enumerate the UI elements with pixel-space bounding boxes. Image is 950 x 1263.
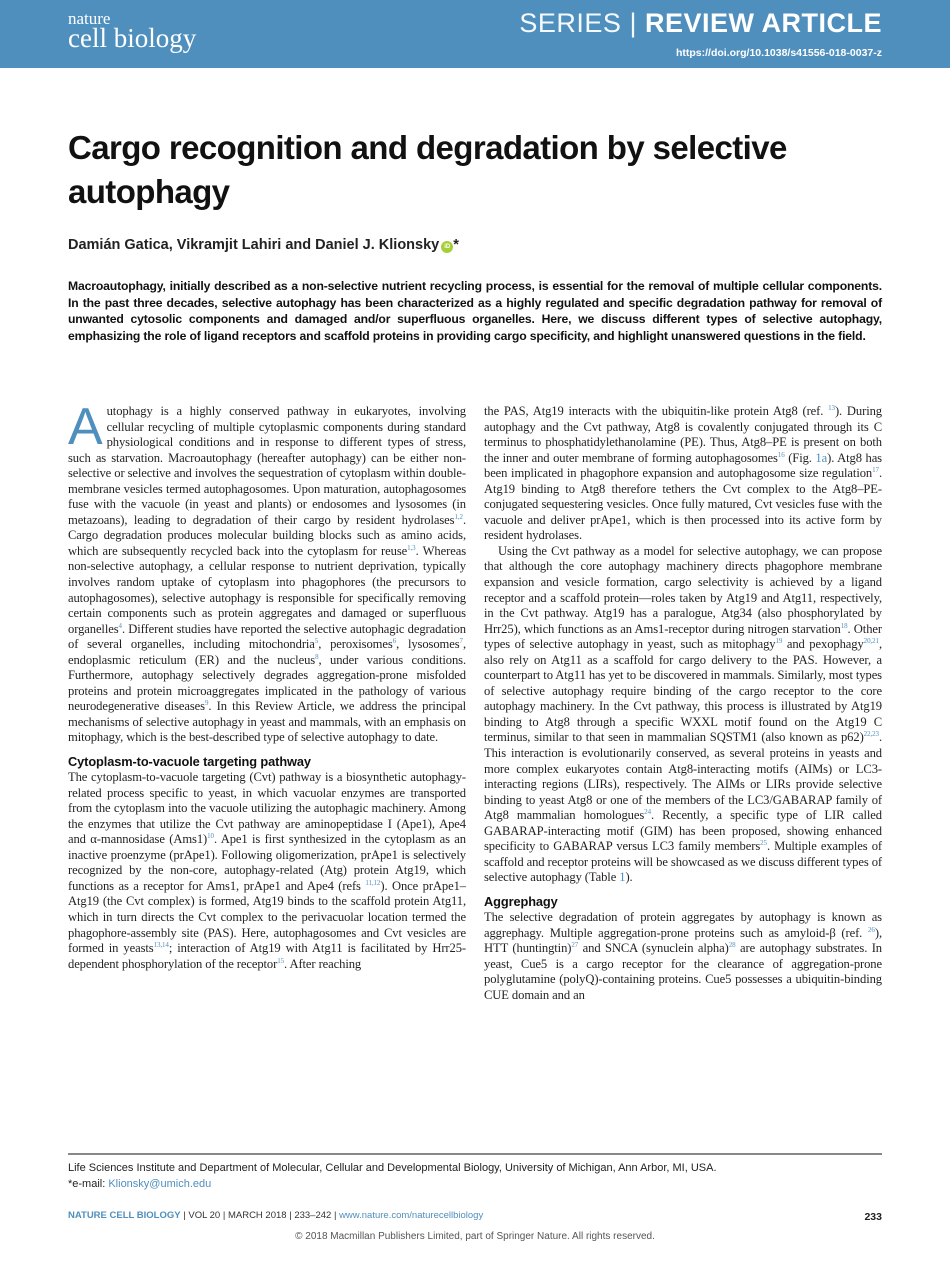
series-label: SERIES [519,8,622,38]
email-line [68,1176,717,1192]
reference-citation[interactable]: 13 [828,404,835,412]
section-heading: Aggrephagy [484,893,558,909]
email-link[interactable]: Klionsky@umich.edu [108,1178,212,1190]
reference-citation[interactable]: 5 [314,637,319,646]
author-names: Damián Gatica, Vikramjit Lahiri and Daniel J. Klionsky [68,237,440,253]
footer-url[interactable]: www.nature.com/naturecellbiology [339,1210,484,1221]
body-paragraph: Using the Cvt pathway as a model for selective autophagy, we can propose that although the core autophagy machinery directs phagophore membrane expansion and vesicle formation, cargo selectivity is achieved by a ligand receptor and a scaffold protein—roles taken by Atg19 and Atg11, respectively, in the Cvt pathway. Atg19 has a paralogue, Atg34 (also phosphorylated by Hrr25), which functions as an Ams1-receptor during nitrogen starvation$^{18}$. Other types of selective autophagy in yeast, such as mitophagy$^{19}$ and pexophagy$^{20,21}$, also rely on Atg11 as a scaffold for cargo delivery to the PAS. However, a counterpart to Atg11 has yet to be discovered in mammals. Similarly, most types of selective autophagy require binding of the cargo receptor to the core autophagy machinery. In the Cvt pathway, this process is illustrated by Atg19 binding to Atg8 through a specific WXXL motif found on the Atg19 C terminus, similar to that seen in mammalian SQSTM1 (also known as p62)$^{22,23}$. This interaction is evolutionarily conserved, as several proteins in yeasts and more complex eukaryotes contain Atg8-interacting motifs (AIMs) or LC3-interacting regions (LIRs), respectively. The AIMs or LIRs provide selective binding to yeast Atg8 or one of the members of the LC3/GABARAP family of Atg8 mammalian homologues$^{24}$. Recently, a specific type of LIR called GABARAP-interacting motif (GIM) has been proposed, showing enhanced specificity to GABARAP versus LC3 family members$^{25}$. Multiple examples of scaffold and receptor proteins will be showcased as we discuss different types of selective autophagy (Table 1). [484,543,882,885]
email-label: *e-mail: [68,1178,109,1190]
author-list [68,237,459,253]
journal-banner [0,0,950,68]
figure-table-link[interactable]: 1 [619,870,626,885]
logo-cell-biology: cell biology [68,23,197,53]
body-column-right [484,404,882,1003]
article-type: REVIEW ARTICLE [644,8,882,38]
reference-citation[interactable]: 16 [777,450,785,459]
reference-citation[interactable]: 1,3 [407,543,416,552]
figure-table-link[interactable]: 1a [815,450,828,465]
body-paragraph: The cytoplasm-to-vacuole targeting (Cvt) pathway is a biosynthetic autophagy-related process specific to yeast, in which vacuolar enzymes are transported from the cytoplasm into the vacuole utilizing the autophagic machinery. Among the enzymes that utilize the Cvt pathway are aminopeptidase I (Ape1), Ape4 and α-mannosidase $(Ams1)^{10}$. Ape1 is first synthesized in the cytoplasm as an inactive proenzyme (prApe1). Following oligomerization, prApe1 is selectively recognized by the non-core, autophagy-related (Atg) protein Atg19, which functions as a receptor for Ams1, prApe1 and Ape4 (refs $^{11,12}$). Once prApe1–Atg19 (the Cvt complex) is formed, Atg19 binds to the scaffold protein Atg11, which in turn directs the Cvt complex to the perivacuolar location termed the phagophore-assembly site (PAS). Here, autophagosomes and Cvt vesicles are formed in yeasts$^{13,14}$; interaction of Atg19 with Atg11 is facilitated by Hrr25-dependent phosphorylation of the receptor$^{15}$. After reaching [68,770,467,971]
reference-citation[interactable]: 6 [392,637,397,646]
separator: | [621,8,645,38]
body-paragraph: the PAS, Atg19 interacts with the ubiquitin-like protein Atg8 (ref. $^{13}$). During autophagy and the Cvt pathway, Atg8 is covalently conjugated through its C terminus to phosphatidylethanolamine (PE). Thus, Atg8–PE is present on both the inner and outer membrane of forming autophagosomes$^{16}$ (Fig. 1a). Atg8 has been implicated in phagophore expansion and autophagosome size regulation$^{17}$. Atg19 binding to Atg8 therefore tethers the Cvt complex to the Atg8–PE-conjugated sequestering vesicles. Once fully matured, Cvt vesicles fuse with the vacuole and deliver prApe1, which is then processed into its active form by resident hydrolases. [484,404,882,543]
corresponding-mark: * [453,237,459,253]
reference-citation[interactable]: 1,2 [454,512,463,521]
reference-citation[interactable]: 26 [868,925,875,934]
reference-citation[interactable]: 8 [315,652,319,661]
footnote-divider [68,1153,882,1155]
reference-citation[interactable]: 22,23 [863,730,879,739]
reference-citation[interactable]: 18 [840,621,848,630]
reference-citation[interactable]: 25 [760,839,767,848]
body-paragraph: The selective degradation of protein aggregates by autophagy is known as aggrephagy. Multiple aggregation-prone proteins such as amyloid-β (ref. $^{26}$), HTT (huntingtin)$^{27}$ and SNCA (synuclein alpha)$^{28}$ are autophagy substrates. In yeast, Cue5 is a cargo receptor for the clearance of aggregation-prone polyglutamine (polyQ)-containing proteins. Cue5 possesses a ubiquitin-binding CUE domain and an [484,909,882,1002]
reference-citation[interactable]: 10 [207,832,214,841]
reference-citation[interactable]: 11,12 [365,878,381,887]
affiliation-footnote [68,1160,717,1192]
doi-link[interactable]: https://doi.org/10.1038/s41556-018-0037-z [675,47,882,59]
reference-citation[interactable]: 27 [571,941,579,950]
article-title: Cargo recognition and degradation by selective autophagy [68,129,787,210]
body-paragraph: Autophagy is a highly conserved pathway in eukaryotes, involving cellular recycling of multiple cytoplasmic components during standard physiological conditions and in response to different types of stress, such as starvation. Macroautophagy (hereafter autophagy) can be either non-selective or selective and involves the sequestration of cytoplasm within double-membrane vesicles termed autophagosomes. Upon maturation, autophagosomes fuse with the vacuole (in yeast and plants) or endosomes and lysosomes (in metazoans), leading to degradation of their cargo by resident hydrolases$^{1,2}$. Cargo degradation produces molecular building blocks such as amino acids, which are subsequently recycled back into the cytoplasm for reuse$^{1,3}$. Whereas non-selective autophagy, a cellular response to nutrient deprivation, typically involves random uptake of cytoplasm into phagophores (the precursors to autophagosomes), selective autophagy is responsible for specifically removing certain components such as protein aggregates and damaged or superfluous organelles$^4$. Different studies have reported the selective autophagic degradation of several organelles, including mitochondria$^5$, peroxisomes$^6$, lysosomes$^7$, endoplasmic reticulum (ER) and the nucleus$^8$, under various conditions. Furthermore, autophagy selectively degrades aggregation-prone misfolded proteins and protein microaggregates implicated in the pathology of various neurodegenerative diseases$^9$. In this Review Article, we address the principal mechanisms of selective autophagy in yeast and mammals, with an emphasis on mitophagy, which is the best-described type of selective autophagy to date. [68,398,467,745]
reference-citation[interactable]: 17 [872,466,879,475]
section-heading: Cytoplasm-to-vacuole targeting pathway [68,754,311,770]
affiliation: Life Sciences Institute and Department of Molecular, Cellular and Developmental Biology, University of Michigan, Ann Arbor, MI, USA. [68,1162,717,1174]
reference-citation[interactable]: 20,21 [863,637,879,646]
orcid-icon[interactable]: iD [441,241,453,253]
reference-citation[interactable]: 13,14 [153,941,169,950]
article-category [519,8,882,39]
footer-details: | VOL 20 | MARCH 2018 | 233–242 | [180,1210,340,1221]
reference-citation[interactable]: 19 [775,637,783,646]
copyright: © 2018 Macmillan Publishers Limited, part of Springer Nature. All rights reserved. [295,1231,655,1242]
reference-citation[interactable]: 4 [118,621,122,630]
drop-cap: A [68,398,103,456]
footer-journal: NATURE CELL BIOLOGY [68,1210,181,1221]
reference-citation[interactable]: 24 [644,808,651,817]
body-column-left [68,398,467,972]
reference-citation[interactable]: 7 [459,637,463,646]
reference-citation[interactable]: 9 [204,699,209,708]
abstract: Macroautophagy, initially described as a non-selective nutrient recycling process, is essential for the removal of multiple cellular components. In the past three decades, selective autophagy has been characterized as a highly regulated and specific degradation pathway for removal of unwanted cytosolic components and damaged and/or superfluous organelles. Here, we discuss different types of selective autophagy, emphasizing the role of ligand receptors and scaffold proteins in providing cargo specificity, and highlight unanswered questions in the field. [68,279,882,343]
reference-citation[interactable]: 15 [277,956,285,965]
reference-citation[interactable]: 28 [728,941,736,950]
journal-logo [68,10,196,52]
page-number: 233 [864,1211,882,1223]
page-footer [68,1210,483,1221]
logo-nature: nature [68,9,111,28]
